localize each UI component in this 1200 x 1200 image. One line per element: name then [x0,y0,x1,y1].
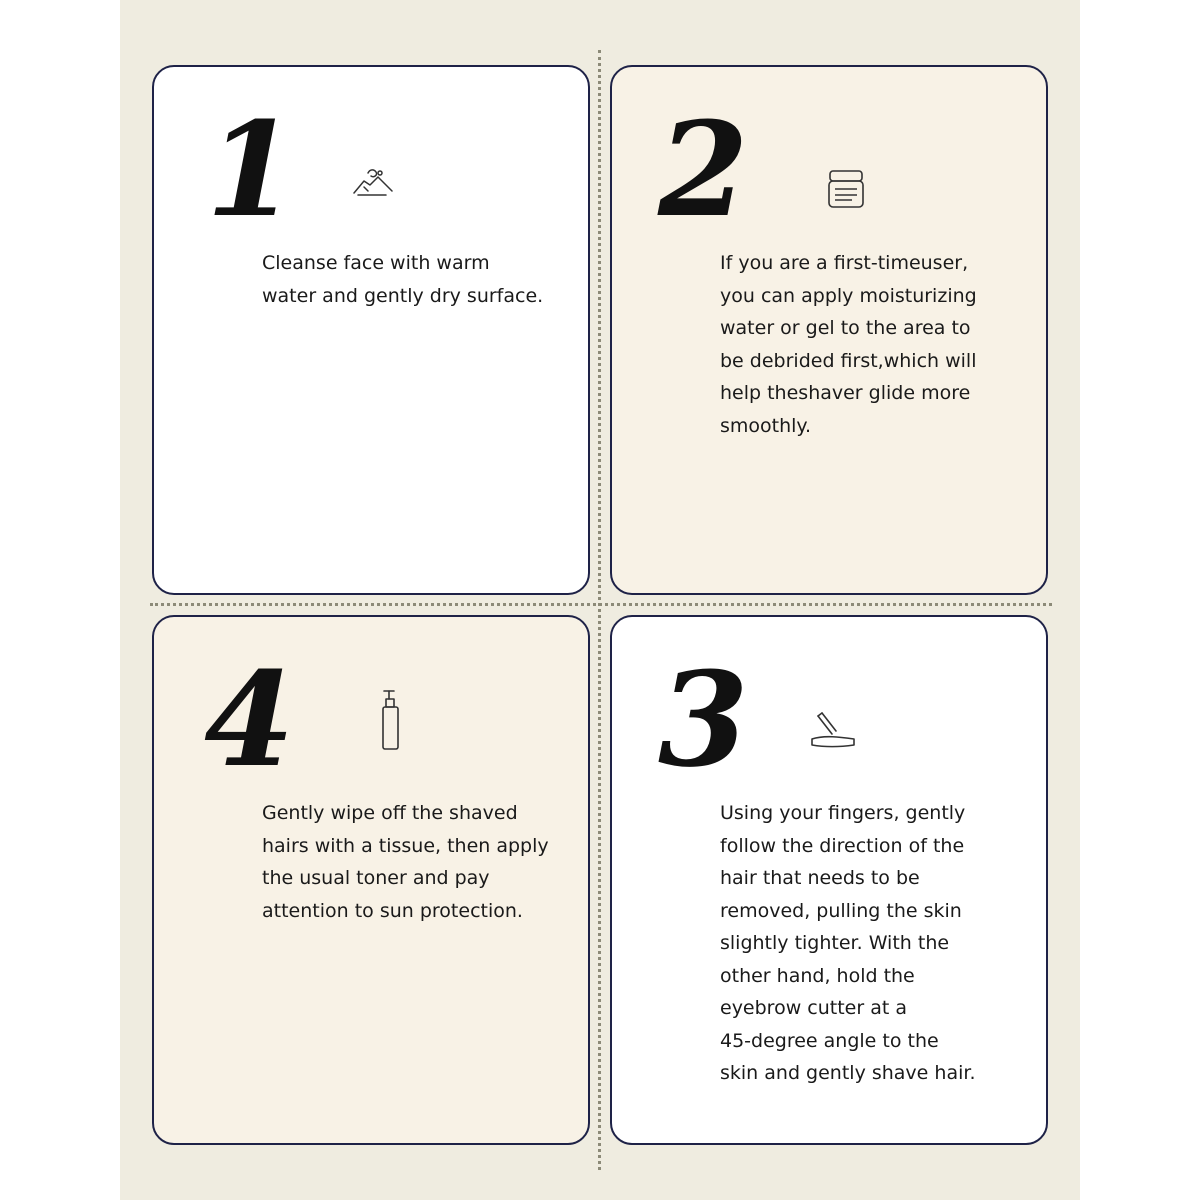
horizontal-divider [150,603,1052,606]
step-card-1 [152,65,590,595]
step-instruction: Cleanse face with warm water and gently dry surface. [262,252,544,307]
step-number: 2 [658,93,749,246]
step-instruction: Using your fingers, gently follow the direction of the hair that needs to be removed, pulling the skin slightly tighter. With the other hand, hold the eyebrow cutter at a 45-degree angle to the skin and gently shave hair. [720,802,976,1084]
step-card-3 [610,615,1048,1145]
moisturizer-jar-icon [826,167,866,211]
step-instruction: Gently wipe off the shaved hairs with a tissue, then apply the usual toner and pay attention to sun protection. [262,802,549,922]
face-cleansing-icon [350,167,396,201]
step-instruction: If you are a first-timeuser, you can apply moisturizing water or gel to the area to be debrided first,which will help theshaver glide more smoothly. [720,252,977,437]
step-number: 1 [206,93,297,246]
step-card-4 [152,615,590,1145]
step-number: 3 [658,643,749,796]
step-number: 4 [204,643,295,796]
eyebrow-razor-icon [808,709,860,753]
step-card-2 [610,65,1048,595]
pump-bottle-icon [378,687,404,753]
vertical-divider [598,50,601,1170]
